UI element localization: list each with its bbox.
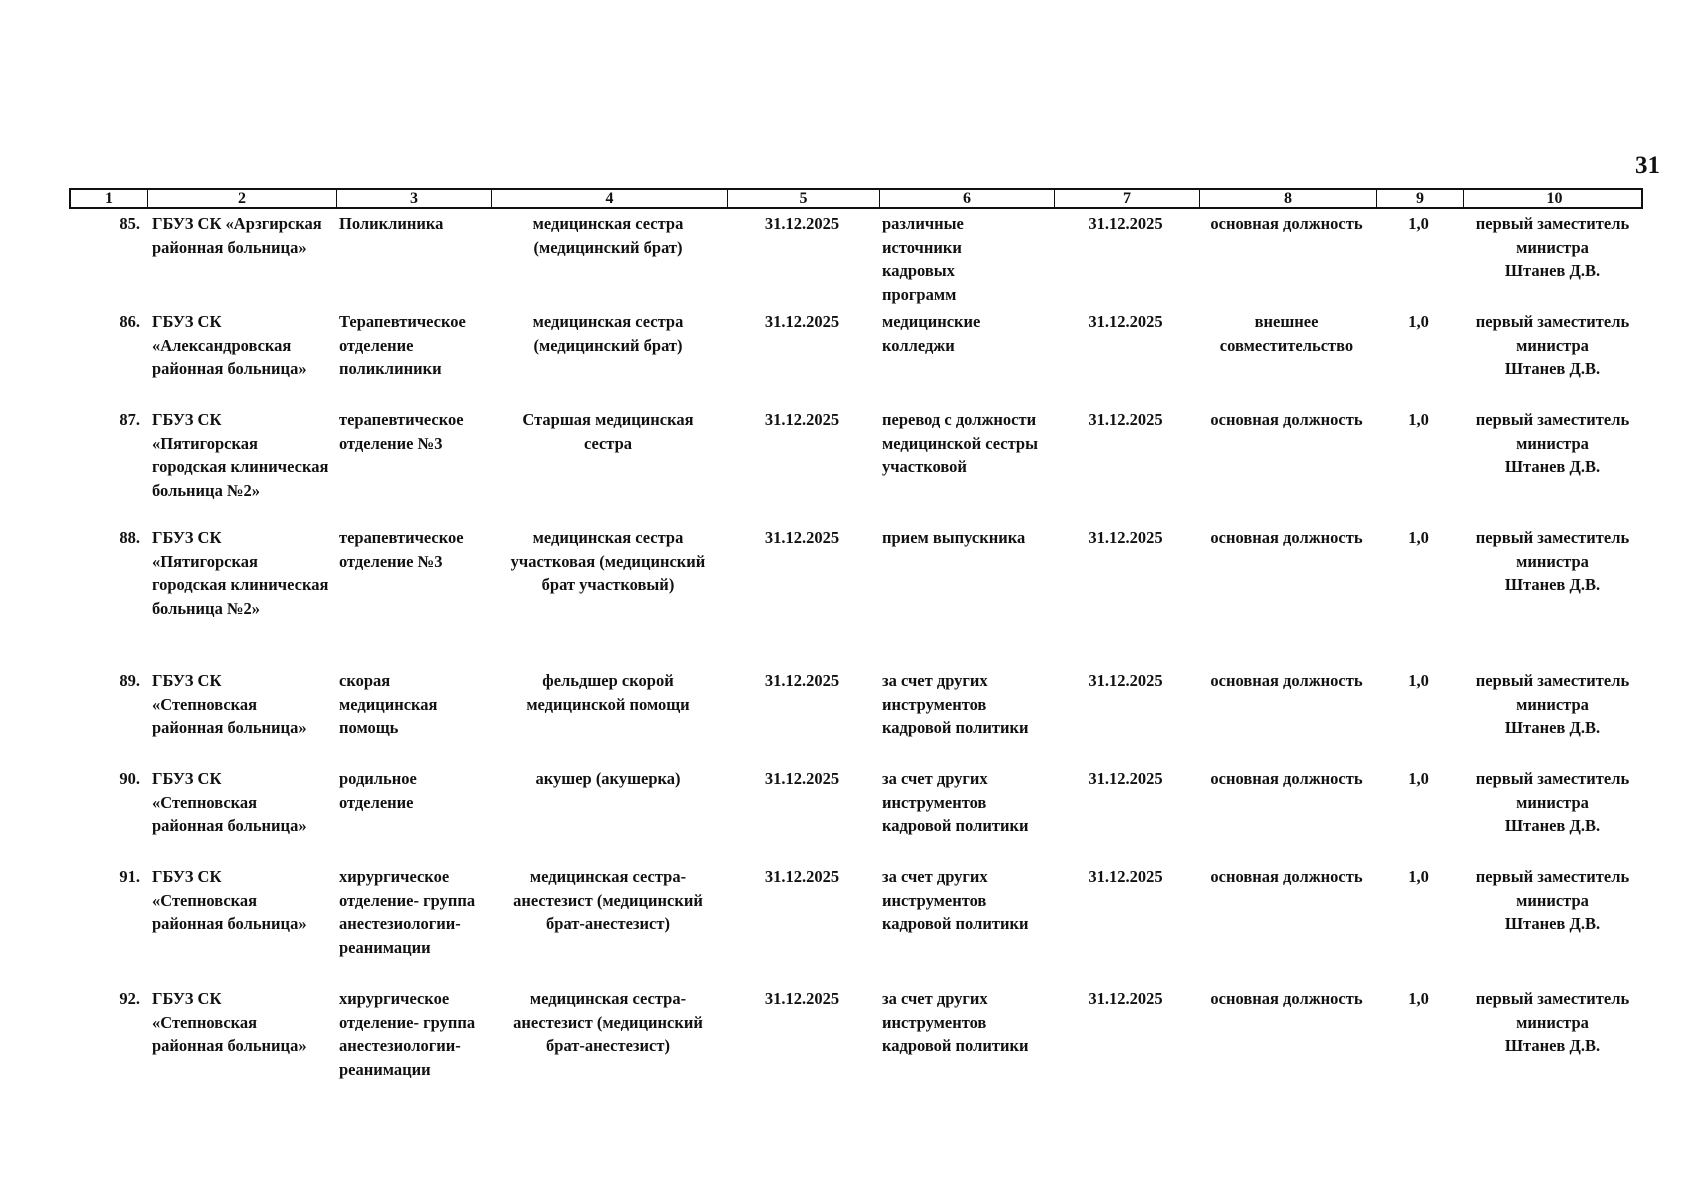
organization: ГБУЗ СК «Степновская районная больница» — [152, 769, 307, 835]
rate: 1,0 — [1408, 410, 1429, 429]
deadline-date: 31.12.2025 — [764, 214, 840, 233]
table-row — [69, 212, 1643, 306]
row-number: 88. — [119, 528, 140, 547]
table-row — [69, 310, 1643, 381]
organization: ГБУЗ СК «Степновская районная больница» — [152, 989, 307, 1055]
responsible-person: первый заместитель министра Штанев Д.В. — [1475, 769, 1630, 835]
table-row — [69, 526, 1643, 620]
organization: ГБУЗ СК «Александровская районная больница» — [152, 312, 307, 378]
rate: 1,0 — [1408, 989, 1429, 1008]
department: Поликлиника — [339, 214, 444, 233]
department: Терапевтическое отделение поликлиники — [339, 312, 466, 378]
row-number: 91. — [119, 867, 140, 886]
completion-date: 31.12.2025 — [1088, 312, 1163, 331]
header-col-9: 9 — [1377, 190, 1464, 208]
deadline-date: 31.12.2025 — [764, 867, 840, 886]
rate: 1,0 — [1408, 769, 1429, 788]
department: терапевтическое отделение №3 — [339, 410, 464, 453]
staffing-source: прием выпускника — [882, 528, 1026, 547]
position: медицинская сестра участковая (медицинский брат участковый) — [510, 528, 706, 594]
table-row — [69, 767, 1643, 838]
rate: 1,0 — [1408, 214, 1429, 233]
deadline-date: 31.12.2025 — [764, 671, 840, 690]
organization: ГБУЗ СК «Пятигорская городская клиническая больница №2» — [152, 528, 329, 618]
position: медицинская сестра (медицинский брат) — [532, 214, 684, 257]
completion-date: 31.12.2025 — [1088, 989, 1163, 1008]
header-col-4: 4 — [492, 190, 728, 208]
deadline-date: 31.12.2025 — [764, 312, 840, 331]
table-row — [69, 669, 1643, 740]
page-number: 31 — [1635, 152, 1660, 179]
organization: ГБУЗ СК «Арзгирская районная больница» — [152, 214, 322, 257]
staffing-source: перевод с должности медицинской сестры участковой — [882, 410, 1038, 476]
header-col-5: 5 — [728, 190, 880, 208]
staffing-source: за счет других инструментов кадровой политики — [882, 989, 1029, 1055]
responsible-person: первый заместитель министра Штанев Д.В. — [1475, 867, 1630, 933]
responsible-person: первый заместитель министра Штанев Д.В. — [1475, 528, 1630, 594]
department: хирургическое отделение- группа анестезиологии- реанимации — [339, 989, 476, 1079]
responsible-person: первый заместитель министра Штанев Д.В. — [1475, 989, 1630, 1055]
row-number: 90. — [119, 769, 140, 788]
department: родильное отделение — [339, 769, 417, 812]
rate: 1,0 — [1408, 867, 1429, 886]
staffing-source: различные источники кадровых программ — [882, 214, 964, 304]
responsible-person: первый заместитель министра Штанев Д.В. — [1475, 671, 1630, 737]
row-number: 92. — [119, 989, 140, 1008]
employment-type: основная должность — [1210, 989, 1363, 1008]
row-number: 87. — [119, 410, 140, 429]
deadline-date: 31.12.2025 — [764, 410, 840, 429]
employment-type: внешнее совместительство — [1219, 312, 1354, 355]
header-col-8: 8 — [1200, 190, 1377, 208]
header-col-6: 6 — [880, 190, 1055, 208]
organization: ГБУЗ СК «Пятигорская городская клиническая больница №2» — [152, 410, 329, 500]
department: скорая медицинская помощь — [339, 671, 438, 737]
rate: 1,0 — [1408, 312, 1429, 331]
responsible-person: первый заместитель министра Штанев Д.В. — [1475, 410, 1630, 476]
employment-type: основная должность — [1210, 214, 1363, 233]
completion-date: 31.12.2025 — [1088, 769, 1163, 788]
organization: ГБУЗ СК «Степновская районная больница» — [152, 867, 307, 933]
staffing-source: за счет других инструментов кадровой политики — [882, 769, 1029, 835]
position: медицинская сестра- анестезист (медицинский брат-анестезист) — [513, 989, 703, 1055]
responsible-person: первый заместитель министра Штанев Д.В. — [1475, 214, 1630, 280]
header-col-3: 3 — [337, 190, 492, 208]
table-header — [69, 188, 1643, 209]
organization: ГБУЗ СК «Степновская районная больница» — [152, 671, 307, 737]
position: медицинская сестра (медицинский брат) — [532, 312, 684, 355]
header-col-2: 2 — [148, 190, 337, 208]
header-col-1: 1 — [71, 190, 148, 208]
table-row — [69, 987, 1643, 1081]
staffing-source: за счет других инструментов кадровой политики — [882, 867, 1029, 933]
completion-date: 31.12.2025 — [1088, 214, 1163, 233]
deadline-date: 31.12.2025 — [764, 528, 840, 547]
completion-date: 31.12.2025 — [1088, 671, 1163, 690]
employment-type: основная должность — [1210, 671, 1363, 690]
header-col-10: 10 — [1546, 190, 1563, 207]
position: медицинская сестра- анестезист (медицинский брат-анестезист) — [513, 867, 703, 933]
department: терапевтическое отделение №3 — [339, 528, 464, 571]
row-number: 85. — [119, 214, 140, 233]
completion-date: 31.12.2025 — [1088, 410, 1163, 429]
responsible-person: первый заместитель министра Штанев Д.В. — [1475, 312, 1630, 378]
position: фельдшер скорой медицинской помощи — [526, 671, 690, 714]
position: акушер (акушерка) — [535, 769, 681, 788]
employment-type: основная должность — [1210, 410, 1363, 429]
rate: 1,0 — [1408, 671, 1429, 690]
row-number: 89. — [119, 671, 140, 690]
employment-type: основная должность — [1210, 769, 1363, 788]
completion-date: 31.12.2025 — [1088, 867, 1163, 886]
employment-type: основная должность — [1210, 867, 1363, 886]
staffing-source: за счет других инструментов кадровой политики — [882, 671, 1029, 737]
table-row — [69, 408, 1643, 502]
header-col-7: 7 — [1055, 190, 1200, 208]
staffing-source: медицинские колледжи — [882, 312, 981, 355]
deadline-date: 31.12.2025 — [764, 769, 840, 788]
table-row — [69, 865, 1643, 959]
rate: 1,0 — [1408, 528, 1429, 547]
position: Старшая медицинская сестра — [522, 410, 694, 453]
employment-type: основная должность — [1210, 528, 1363, 547]
department: хирургическое отделение- группа анестезиологии- реанимации — [339, 867, 476, 957]
completion-date: 31.12.2025 — [1088, 528, 1163, 547]
row-number: 86. — [119, 312, 140, 331]
deadline-date: 31.12.2025 — [764, 989, 840, 1008]
